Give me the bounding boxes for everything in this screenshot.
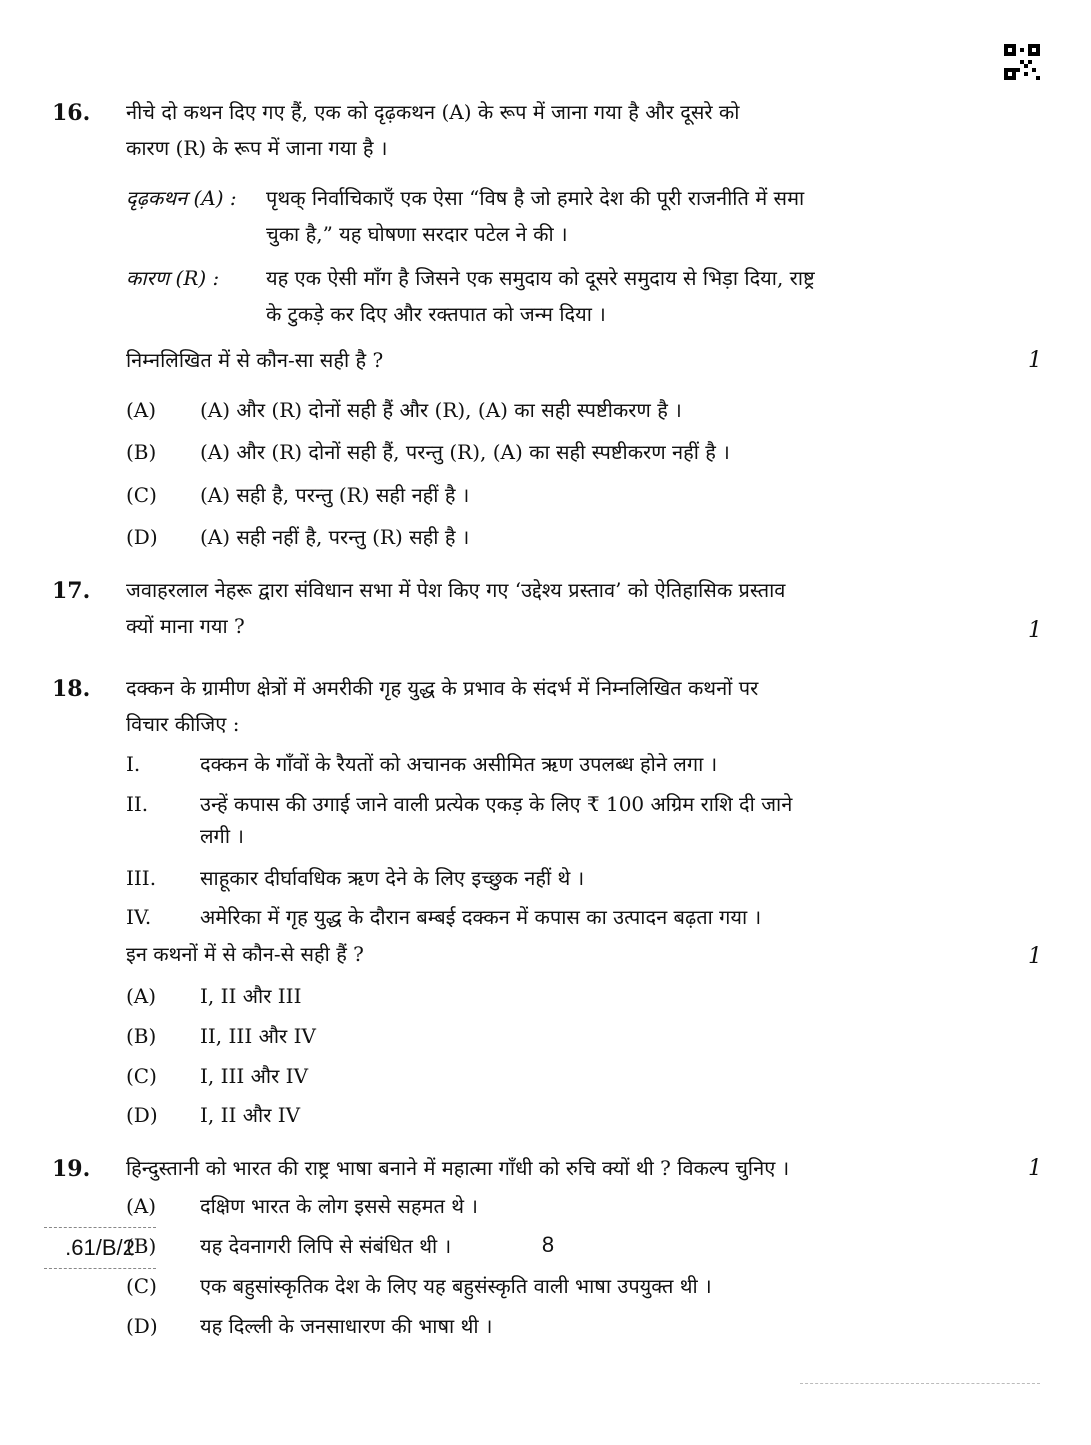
- statement-2-cont: [126, 822, 244, 849]
- option-a: [126, 982, 301, 1009]
- question-line: दक्कन के ग्रामीण क्षेत्रों में अमरीकी गृह युद्ध के प्रभाव के संदर्भ में निम्नलिखित कथनों पर: [126, 676, 759, 700]
- option-a: [126, 396, 682, 423]
- option-label: (B): [126, 1024, 157, 1048]
- option-label: (C): [126, 1064, 157, 1088]
- reason-label: कारण (R) :: [126, 266, 220, 290]
- option-label: (C): [126, 1274, 157, 1298]
- question-number: 16.: [52, 100, 91, 126]
- option-b: [126, 1022, 316, 1049]
- statement-label: I.: [126, 752, 141, 776]
- question-prompt: इन कथनों में से कौन-से सही हैं ?: [126, 942, 364, 966]
- option-c: [126, 1272, 712, 1299]
- option-d: [126, 1101, 300, 1128]
- option-text: II, III और IV: [200, 1024, 316, 1048]
- statement-text: अमेरिका में गृह युद्ध के दौरान बम्बई दक्कन में कपास का उत्पादन बढ़ता गया ।: [200, 905, 762, 929]
- page-number: 8: [541, 1232, 555, 1257]
- option-label: (A): [126, 984, 157, 1008]
- option-text: I, II और III: [200, 984, 302, 1008]
- reason-line: यह एक ऐसी माँग है जिसने एक समुदाय को दूसरे समुदाय से भिड़ा दिया, राष्ट्र: [266, 266, 815, 290]
- qr-code-icon: [1004, 44, 1040, 80]
- statement-label: IV.: [126, 905, 152, 929]
- option-text: (A) और (R) दोनों सही हैं, परन्तु (R), (A) का सही स्पष्टीकरण नहीं है ।: [200, 440, 730, 464]
- footer-divider: [800, 1383, 1040, 1388]
- assertion-line: चुका है,” यह घोषणा सरदार पटेल ने की ।: [266, 222, 568, 246]
- statement-text: दक्कन के गाँवों के रैयतों को अचानक असीमित ऋण उपलब्ध होने लगा ।: [200, 752, 718, 776]
- question-line: कारण (R) के रूप में जाना गया है ।: [126, 136, 388, 160]
- option-b: [126, 438, 730, 465]
- option-a: [126, 1192, 478, 1219]
- option-text: (A) सही नहीं है, परन्तु (R) सही है ।: [200, 525, 470, 549]
- question-number: 18.: [52, 676, 91, 702]
- option-label: (A): [126, 398, 157, 422]
- statement-3: [126, 864, 584, 891]
- option-c: [126, 1062, 308, 1089]
- statement-2: [126, 790, 792, 817]
- marks: 1: [1028, 944, 1042, 969]
- question-line: विचार कीजिए :: [126, 712, 240, 736]
- statement-label: III.: [126, 866, 157, 890]
- question-line: जवाहरलाल नेहरू द्वारा संविधान सभा में पेश किए गए ‘उद्देश्य प्रस्ताव’ को ऐतिहासिक प्रस्ताव: [126, 578, 786, 602]
- option-text: (A) और (R) दोनों सही हैं और (R), (A) का सही स्पष्टीकरण है ।: [200, 398, 682, 422]
- question-line: हिन्दुस्तानी को भारत की राष्ट्र भाषा बनाने में महात्मा गाँधी को रुचि क्यों थी ? विकल्प चुनिए ।: [126, 1156, 790, 1180]
- option-d: [126, 523, 469, 550]
- statement-4: [126, 903, 761, 930]
- marks: 1: [1028, 618, 1042, 643]
- option-text: (A) सही है, परन्तु (R) सही नहीं है ।: [200, 483, 470, 507]
- option-text: दक्षिण भारत के लोग इससे सहमत थे ।: [200, 1194, 479, 1218]
- option-label: (C): [126, 483, 157, 507]
- question-line: नीचे दो कथन दिए गए हैं, एक को दृढ़कथन (A) के रूप में जाना गया है और दूसरे को: [126, 100, 740, 124]
- option-label: (B): [126, 1234, 157, 1258]
- statement-text: लगी ।: [200, 824, 244, 848]
- option-text: यह दिल्ली के जनसाधारण की भाषा थी ।: [200, 1314, 493, 1338]
- option-c: [126, 481, 469, 508]
- question-line: क्यों माना गया ?: [126, 614, 245, 638]
- option-label: (A): [126, 1194, 157, 1218]
- assertion-line: पृथक् निर्वाचिकाएँ एक ऐसा “विष है जो हमारे देश की पूरी राजनीति में समा: [266, 186, 805, 210]
- reason-line: के टुकड़े कर दिए और रक्तपात को जन्म दिया ।: [266, 302, 606, 326]
- question-prompt: निम्नलिखित में से कौन-सा सही है ?: [126, 348, 384, 372]
- option-d: [126, 1312, 492, 1339]
- paper-code: .61/B/2: [44, 1227, 156, 1269]
- assertion-label: दृढ़कथन (A) :: [126, 186, 237, 210]
- statement-text: साहूकार दीर्घावधिक ऋण देने के लिए इच्छुक नहीं थे ।: [200, 866, 585, 890]
- option-text: I, III और IV: [200, 1064, 309, 1088]
- option-label: (B): [126, 440, 157, 464]
- option-b: [126, 1232, 451, 1259]
- marks: 1: [1028, 348, 1042, 373]
- statement-label: II.: [126, 792, 149, 816]
- question-number: 17.: [52, 578, 91, 604]
- statement-1: [126, 750, 717, 777]
- statement-text: उन्हें कपास की उगाई जाने वाली प्रत्येक एकड़ के लिए ₹ 100 अग्रिम राशि दी जाने: [200, 792, 793, 816]
- option-label: (D): [126, 525, 158, 549]
- option-label: (D): [126, 1103, 158, 1127]
- option-text: यह देवनागरी लिपि से संबंधित थी ।: [200, 1234, 452, 1258]
- question-number: 19.: [52, 1156, 91, 1182]
- marks: 1: [1028, 1156, 1042, 1181]
- option-label: (D): [126, 1314, 158, 1338]
- option-text: I, II और IV: [200, 1103, 301, 1127]
- option-text: एक बहुसांस्कृतिक देश के लिए यह बहुसंस्कृति वाली भाषा उपयुक्त थी ।: [200, 1274, 712, 1298]
